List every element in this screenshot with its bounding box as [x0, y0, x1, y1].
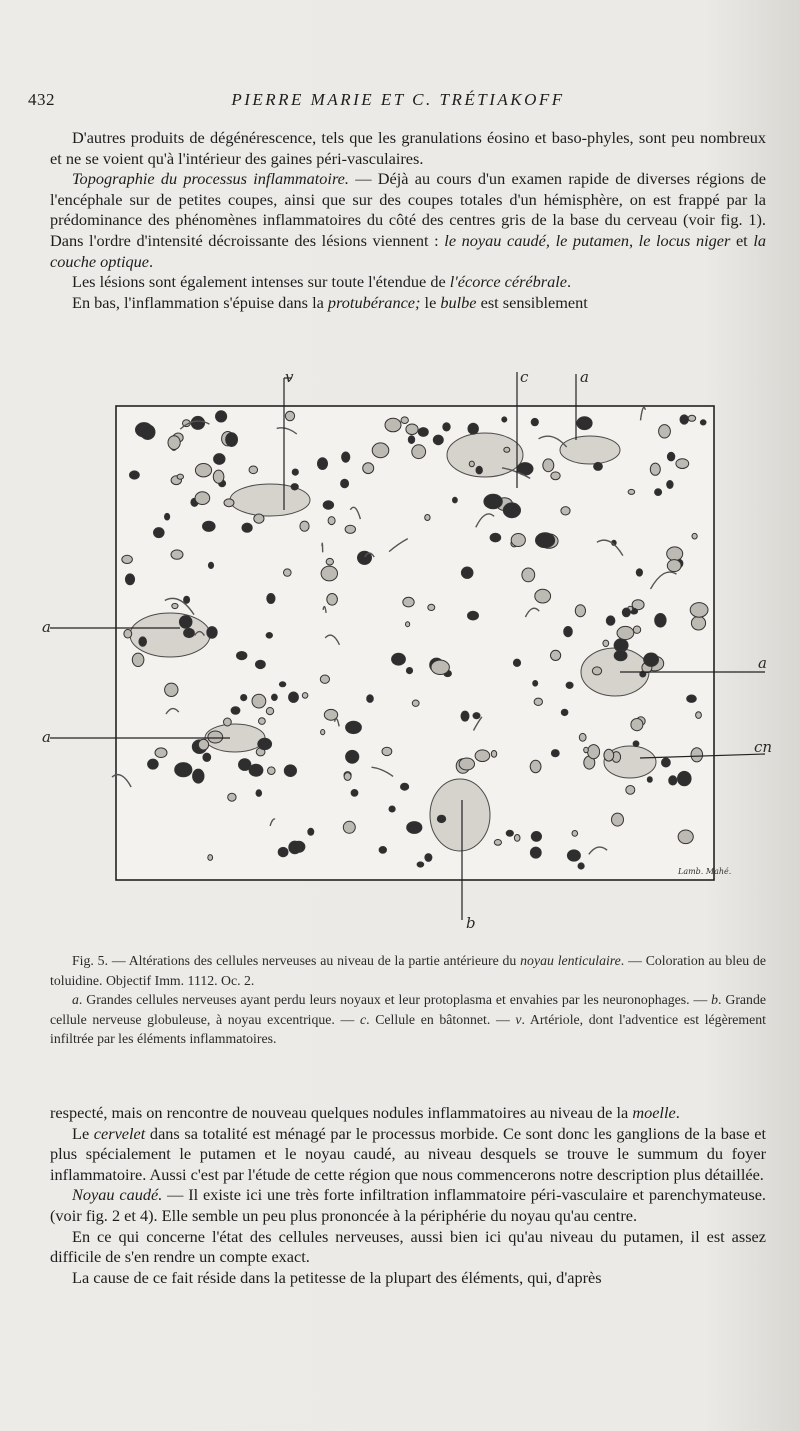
nucleus	[392, 653, 406, 665]
nucleus	[566, 682, 573, 688]
nucleus	[216, 411, 227, 422]
nucleus	[272, 694, 278, 700]
nucleus	[351, 790, 358, 797]
nucleus	[342, 452, 350, 462]
nucleus	[327, 594, 338, 606]
nucleus	[237, 652, 247, 660]
nucleus	[561, 709, 568, 715]
nucleus	[531, 418, 538, 425]
nucleus	[278, 847, 288, 856]
nucleus	[468, 611, 479, 620]
nucleus	[622, 608, 630, 617]
nucleus	[612, 813, 624, 826]
nucleus	[124, 629, 132, 638]
caption-title: Fig. 5. — Altérations des cellules nerveuses au niveau de la partie antérieure du noyau lenticulaire. — Coloration au bleu de toluidine. Objectif Imm. 1112. Oc. 2.	[50, 953, 766, 988]
nucleus	[241, 695, 247, 701]
nucleus	[302, 693, 308, 699]
label-v: v	[285, 368, 294, 386]
nucleus	[139, 637, 147, 646]
nucleus	[208, 731, 223, 743]
nucleus	[530, 847, 541, 858]
histology-drawing	[30, 360, 775, 940]
nucleus	[592, 667, 601, 675]
nucleus	[475, 750, 490, 762]
nucleus	[700, 420, 706, 425]
nucleus	[367, 695, 374, 703]
nucleus	[320, 675, 329, 683]
nucleus	[148, 759, 159, 769]
nucleus	[279, 682, 285, 687]
paragraph: En bas, l'inflammation s'épuise dans la protubérance; le bulbe est sensiblement	[72, 292, 588, 312]
nucleus	[628, 489, 635, 494]
section-heading: Topographie du processus inflammatoire.	[72, 169, 349, 189]
nucleus	[567, 850, 580, 861]
page-number: 432	[28, 90, 55, 109]
nucleus	[154, 528, 165, 538]
nucleus	[535, 589, 551, 603]
nerve-cell	[430, 779, 490, 851]
nucleus	[534, 698, 542, 705]
nucleus	[406, 668, 412, 674]
nucleus	[614, 651, 627, 661]
nucleus	[258, 738, 272, 749]
nucleus	[531, 832, 541, 842]
nucleus	[655, 489, 662, 496]
nucleus	[249, 466, 258, 474]
nucleus	[195, 492, 210, 505]
nucleus	[468, 423, 478, 434]
nucleus	[193, 769, 204, 783]
nucleus	[561, 507, 570, 515]
nucleus	[513, 659, 520, 666]
label-c: c	[520, 368, 529, 386]
nucleus	[543, 459, 554, 472]
nucleus	[341, 479, 349, 488]
nucleus	[284, 765, 296, 777]
label-a-right: a	[758, 654, 767, 672]
nucleus	[122, 555, 133, 563]
nucleus	[195, 464, 211, 477]
nucleus	[691, 748, 703, 762]
nucleus	[696, 712, 702, 719]
nucleus	[213, 470, 224, 483]
nucleus	[491, 751, 496, 758]
nucleus	[469, 461, 474, 467]
nucleus	[326, 558, 333, 565]
nucleus	[408, 436, 414, 444]
nucleus	[459, 758, 474, 770]
nucleus	[252, 694, 266, 708]
nucleus	[425, 854, 432, 862]
nucleus	[644, 653, 659, 666]
nucleus	[669, 776, 677, 785]
running-header	[28, 90, 768, 114]
nucleus	[184, 596, 190, 603]
nucleus	[579, 733, 586, 741]
paragraph: Le cervelet dans sa totalité est ménagé par le processus morbide. Ce sont donc les ganglions de la base et plus spécialement le putamen et le noyau caudé, au niveau desquels se trouve le summum du foyer inflammatoire. Aussi c'est par l'étude de cette région que nous commencerons notre description plus détaillée.	[50, 1123, 766, 1184]
nucleus	[425, 515, 430, 521]
nucleus	[208, 562, 213, 568]
nucleus	[214, 454, 225, 465]
nucleus	[177, 474, 183, 479]
figure-caption	[50, 951, 766, 1049]
nucleus	[266, 708, 273, 715]
nucleus	[676, 459, 689, 469]
nucleus	[614, 639, 628, 652]
nucleus	[224, 499, 234, 507]
nucleus	[633, 626, 640, 633]
nucleus	[266, 633, 272, 639]
nucleus	[490, 533, 501, 542]
nucleus	[389, 806, 395, 812]
nucleus	[256, 660, 266, 668]
nerve-cell	[560, 436, 620, 464]
nucleus	[575, 605, 585, 617]
nucleus	[506, 830, 513, 836]
nucleus	[428, 604, 435, 610]
nucleus	[536, 533, 555, 548]
body-text-bottom	[50, 1103, 766, 1288]
nucleus	[412, 445, 426, 459]
nucleus	[165, 683, 178, 696]
nucleus	[662, 758, 671, 767]
nucleus	[603, 640, 609, 646]
nucleus	[300, 521, 309, 531]
label-b: b	[466, 914, 476, 932]
nucleus	[443, 423, 450, 431]
nucleus	[678, 771, 692, 785]
paragraph: Les lésions sont également intenses sur toute l'étendue de l'écorce cérébrale.	[72, 272, 572, 292]
nucleus	[207, 627, 217, 639]
nucleus	[259, 718, 266, 725]
nucleus	[401, 783, 409, 790]
nucleus	[345, 525, 355, 533]
nucleus	[494, 840, 501, 846]
nucleus	[179, 616, 192, 629]
nucleus	[401, 417, 408, 424]
nucleus	[343, 821, 355, 833]
nucleus	[228, 793, 236, 801]
body-text-top	[50, 128, 766, 313]
nucleus	[655, 614, 666, 628]
nucleus	[667, 452, 674, 461]
nucleus	[551, 472, 560, 480]
nucleus	[417, 862, 424, 867]
nucleus	[687, 695, 697, 702]
nucleus	[403, 597, 414, 607]
nucleus	[140, 425, 155, 440]
nucleus	[690, 603, 708, 618]
nucleus	[284, 569, 292, 576]
nucleus	[231, 707, 240, 715]
nucleus	[382, 747, 392, 755]
nucleus	[572, 831, 578, 837]
nucleus	[533, 681, 538, 687]
nucleus	[198, 739, 208, 750]
nucleus	[321, 730, 325, 735]
nucleus	[678, 830, 693, 844]
nucleus	[226, 433, 238, 447]
nucleus	[267, 594, 275, 604]
nucleus	[584, 747, 589, 752]
nucleus	[191, 416, 204, 429]
nucleus	[604, 749, 614, 761]
nucleus	[588, 745, 600, 759]
nucleus	[594, 462, 603, 470]
nucleus	[165, 513, 170, 520]
nucleus	[692, 533, 697, 539]
nucleus	[184, 628, 195, 637]
nucleus	[691, 616, 705, 630]
nucleus	[328, 517, 335, 525]
nucleus	[453, 497, 458, 503]
artist-signature: Lamb. Mahé.	[678, 867, 732, 876]
nucleus	[484, 494, 502, 509]
nucleus	[308, 828, 314, 835]
nucleus	[168, 436, 180, 450]
nucleus	[407, 822, 422, 834]
nucleus	[431, 660, 449, 674]
nucleus	[502, 417, 507, 422]
label-a-top: a	[580, 368, 589, 386]
nucleus	[650, 463, 660, 475]
nucleus	[606, 616, 615, 625]
nucleus	[688, 415, 696, 421]
nucleus	[321, 566, 337, 581]
section-heading: Noyau caudé.	[72, 1185, 163, 1205]
nucleus	[254, 514, 264, 523]
nucleus	[406, 622, 410, 627]
label-a-left-1: a	[42, 618, 51, 636]
nucleus	[564, 627, 573, 637]
nucleus	[203, 753, 211, 761]
nucleus	[289, 692, 299, 702]
nucleus	[667, 481, 673, 489]
paragraph: La cause de ce fait réside dans la petitesse de la plupart des éléments, qui, d'après	[72, 1267, 602, 1287]
paragraph: Topographie du processus inflammatoire. — Déjà au cours d'un examen rapide de diverses régions de l'encéphale sur de petites coupes, ainsi que sur des coupes totales d'un hémisphère, on est frappé par la prédominance des phénomènes inflammatoires du côté des centres gris de la base du cerveau (voir fig. 1). Dans l'ordre d'intensité décroissante des lésions viennent : le noyau caudé, le putamen, le locus niger et la couche optique.	[50, 169, 766, 271]
nucleus	[346, 750, 359, 763]
caption-legend: a. Grandes cellules nerveuses ayant perdu leurs noyaux et leur protoplasma et envahies par les neuronophages. — b. Grande cellule nerveuse globuleuse, à noyau excentrique. — c. Cellule en bâtonnet. — v. Artériole, dont l'adventice est légèrement infiltrée par les éléments inflammatoires.	[50, 992, 767, 1047]
nerve-cell	[130, 613, 210, 657]
nucleus	[318, 458, 328, 470]
nucleus	[412, 700, 419, 706]
nucleus	[659, 425, 671, 438]
nucleus	[155, 748, 167, 758]
nucleus	[437, 815, 445, 822]
nucleus	[344, 773, 351, 781]
label-a-left-2: a	[42, 728, 51, 746]
nucleus	[667, 560, 681, 572]
nucleus	[292, 469, 298, 475]
nucleus	[511, 534, 525, 547]
nucleus	[631, 719, 643, 731]
nucleus	[633, 741, 639, 747]
nucleus	[224, 718, 232, 726]
nucleus	[636, 569, 642, 576]
nucleus	[667, 547, 683, 561]
nucleus	[551, 650, 561, 660]
nucleus	[363, 463, 374, 474]
paragraph: D'autres produits de dégénérescence, tels que les granulations éosino et baso-phyles, sont peu nombreux et ne se voient qu'à l'intérieur des gaines péri-vasculaires.	[50, 128, 766, 168]
nucleus	[504, 447, 510, 452]
nucleus	[418, 428, 428, 437]
nucleus	[617, 626, 634, 639]
nucleus	[171, 550, 183, 559]
nucleus	[503, 503, 520, 518]
paragraph: Noyau caudé. — Il existe ici une très forte infiltration inflammatoire péri-vasculaire et parenchymateuse. (voir fig. 2 et 4). Elle semble un peu plus prononcée à la périphérie du noyau qu'au centre.	[50, 1185, 766, 1225]
nucleus	[578, 863, 584, 869]
nucleus	[125, 574, 134, 585]
nucleus	[476, 466, 482, 474]
nucleus	[130, 471, 140, 479]
nucleus	[647, 777, 652, 783]
nucleus	[132, 653, 144, 666]
nucleus	[372, 443, 389, 458]
running-title: PIERRE MARIE ET C. TRÉTIAKOFF	[231, 90, 565, 109]
paragraph: En ce qui concerne l'état des cellules nerveuses, aussi bien ici qu'au niveau du putamen, il est assez difficile de s'en rendre un compte exact.	[50, 1226, 766, 1267]
nucleus	[626, 786, 635, 795]
nucleus	[514, 835, 520, 842]
nucleus	[551, 750, 559, 757]
nucleus	[289, 841, 301, 854]
nucleus	[473, 713, 480, 719]
nucleus	[522, 568, 535, 582]
nucleus	[530, 760, 541, 772]
fiber	[322, 543, 323, 552]
nucleus	[461, 711, 469, 721]
label-cn: cn	[754, 738, 773, 756]
nucleus	[203, 521, 216, 531]
nucleus	[172, 603, 178, 608]
nucleus	[256, 790, 262, 797]
nucleus	[379, 847, 386, 854]
nucleus	[385, 418, 401, 432]
nucleus	[242, 523, 252, 532]
nucleus	[346, 721, 362, 733]
nucleus	[461, 567, 473, 578]
nucleus	[291, 484, 298, 490]
paragraph: respecté, mais on rencontre de nouveau quelques nodules inflammatoires au niveau de la moelle.	[50, 1103, 680, 1122]
nucleus	[577, 417, 592, 430]
nucleus	[433, 435, 443, 445]
nucleus	[406, 424, 418, 435]
nucleus	[680, 415, 688, 424]
nucleus	[208, 855, 213, 861]
nucleus	[239, 759, 251, 771]
nucleus	[268, 767, 276, 775]
nucleus	[323, 501, 333, 509]
figure-5	[30, 360, 775, 940]
nucleus	[175, 763, 192, 777]
nucleus	[285, 411, 294, 421]
